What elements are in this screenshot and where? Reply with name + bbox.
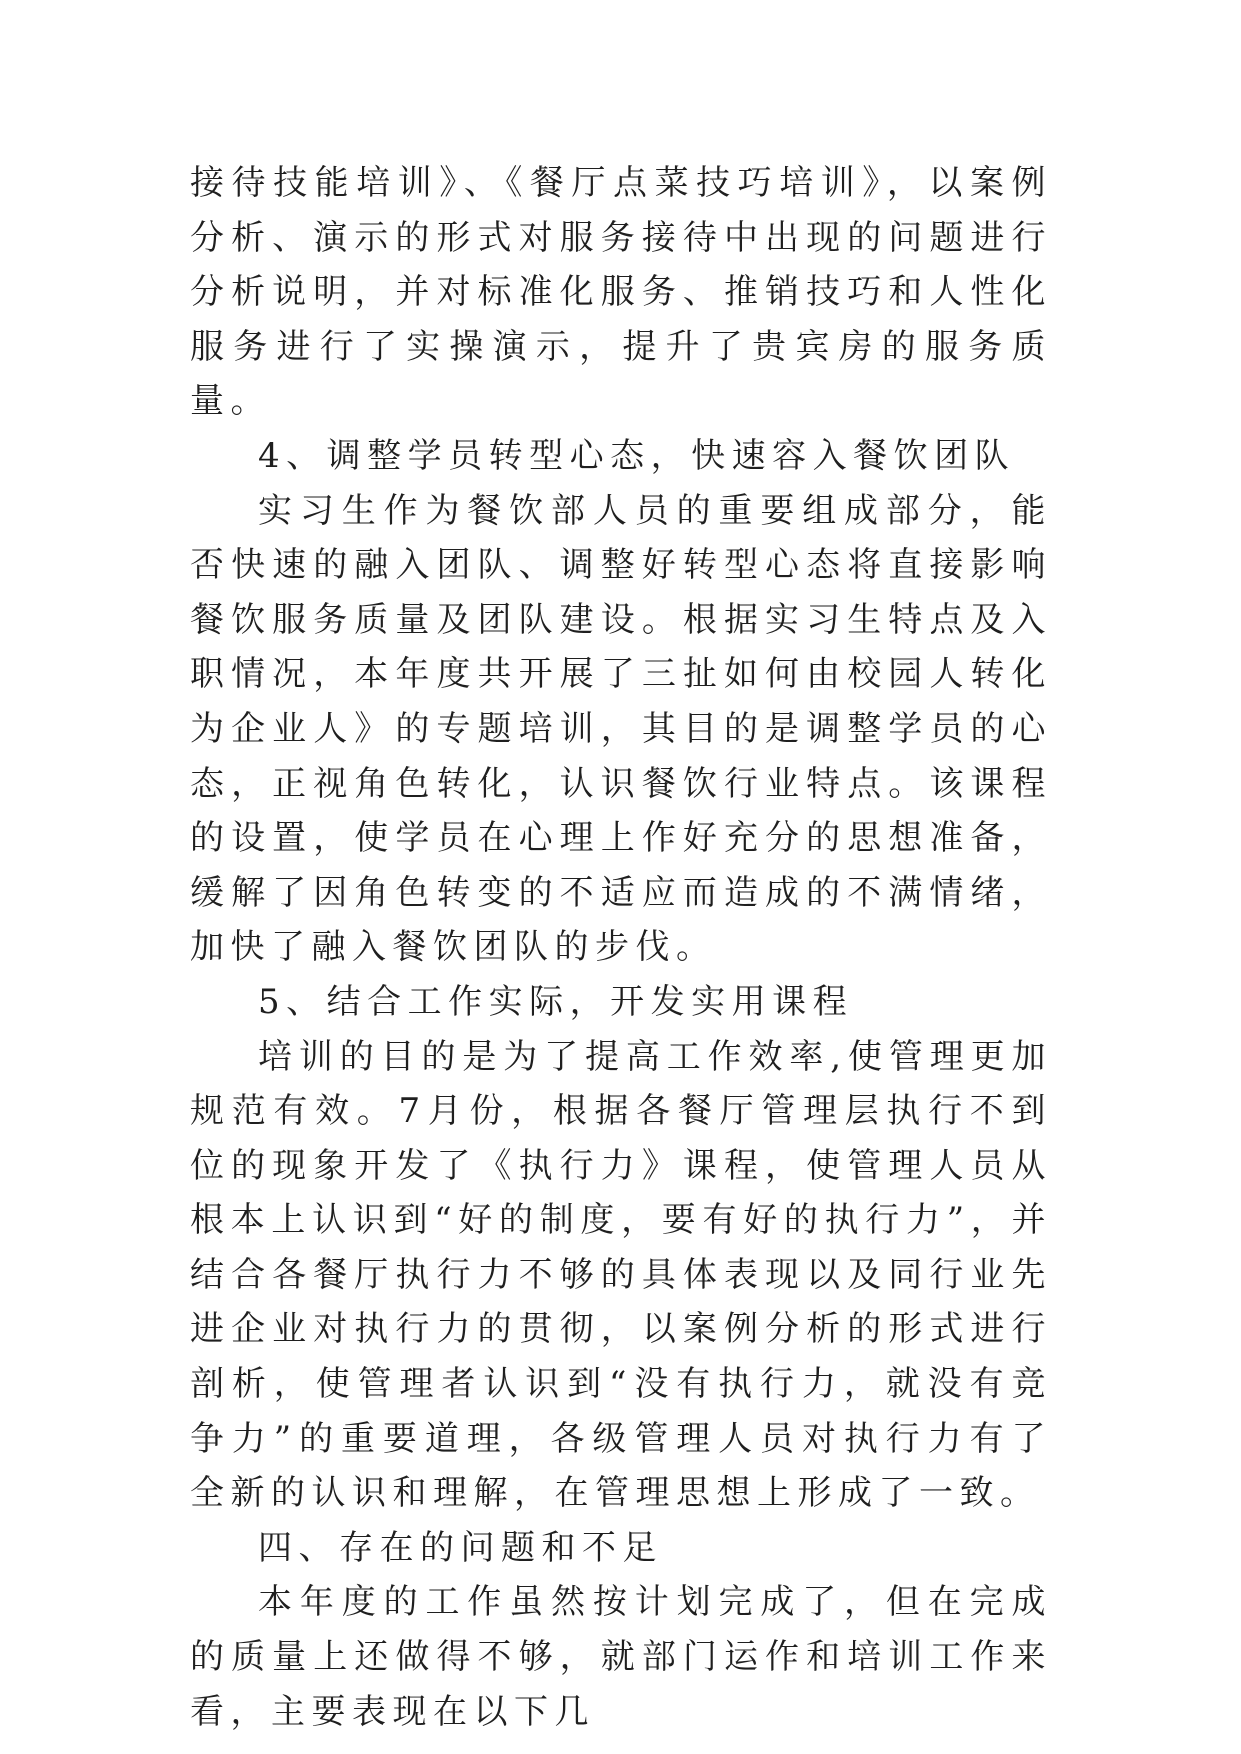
document-body — [190, 156, 1052, 1739]
section-heading-4: 4、调整学员转型心态，快速容入餐饮团队 — [258, 435, 1016, 476]
paragraph-continuation: 接待技能培训》、《餐厅点菜技巧培训》，以案例分析、演示的形式对服务接待中出现的问题进行分析说明，并对标准化服务、推销技巧和人性化服务进行了实操演示，提升了贵宾房的服务质量。 — [190, 163, 1052, 422]
section-heading-5: 5、结合工作实际，开发实用课程 — [258, 981, 854, 1022]
section-heading-problems: 四、存在的问题和不足 — [258, 1527, 663, 1568]
paragraph-problems-intro: 本年度的工作虽然按计划完成了，但在完成的质量上还做得不够，就部门运作和培训工作来看，主要表现在以下几 — [190, 1582, 1052, 1732]
paragraph-execution-course: 培训的目的是为了提高工作效率,使管理更加规范有效。7月份，根据各餐厅管理层执行不到位的现象开发了《执行力》课程，使管理人员从根本上认识到“好的制度，要有好的执行力”，并结合各餐厅执行力不够的具体表现以及同行业先进企业对执行力的贯彻，以案例分析的形式进行剖析，使管理者认识到“没有执行力，就没有竞争力”的重要道理，各级管理人员对执行力有了全新的认识和理解，在管理思想上形成了一致。 — [190, 1036, 1052, 1514]
paragraph-intern-training: 实习生作为餐饮部人员的重要组成部分，能否快速的融入团队、调整好转型心态将直接影响餐饮服务质量及团队建设。根据实习生特点及入职情况，本年度共开展了三扯如何由校园人转化为企业人》的专题培训，其目的是调整学员的心态，正视角色转化，认识餐饮行业特点。该课程的设置，使学员在心理上作好充分的思想准备，缓解了因角色转变的不适应而造成的不满情绪，加快了融入餐饮团队的步伐。 — [190, 490, 1052, 968]
